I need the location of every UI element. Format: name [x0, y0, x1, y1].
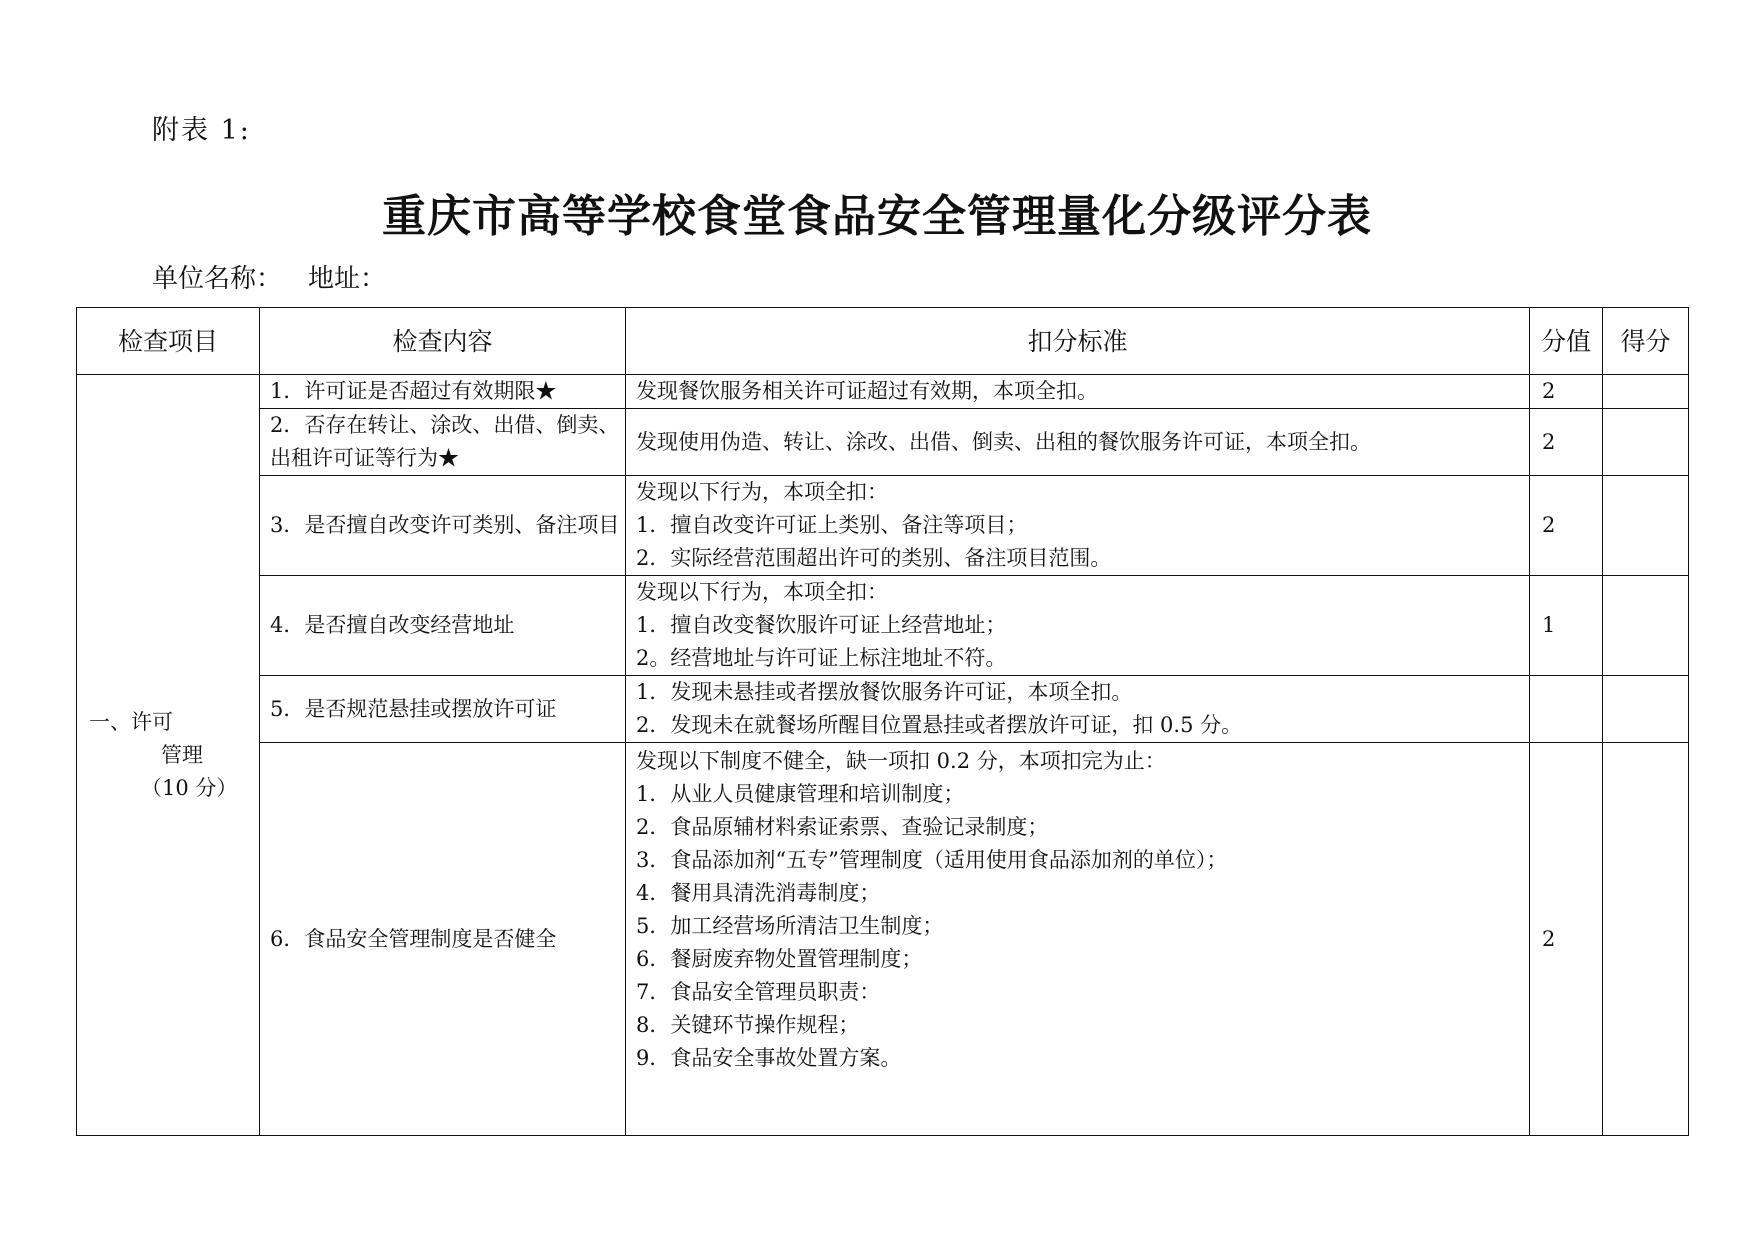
criteria-line: 1．从业人员健康管理和培训制度；	[636, 782, 965, 806]
score-obtained-cell[interactable]	[1603, 576, 1689, 676]
table-row	[77, 375, 1689, 409]
criteria-cell	[626, 375, 1530, 409]
category-line3: （10 分）	[141, 775, 238, 800]
content-cell: 6．食品安全管理制度是否健全	[260, 743, 626, 1136]
scoring-table	[76, 307, 1689, 1136]
criteria-line: 发现以下行为，本项全扣：	[636, 480, 888, 504]
score-value-cell: 2	[1530, 409, 1603, 476]
score-obtained-cell[interactable]	[1603, 476, 1689, 576]
criteria-cell	[626, 576, 1530, 676]
criteria-line: 发现以下制度不健全，缺一项扣 0.2 分，本项扣完为止：	[636, 749, 1166, 773]
criteria-line: 2．食品原辅材料索证索票、查验记录制度；	[636, 815, 1049, 839]
criteria-line: 1．擅自改变餐饮服许可证上经营地址；	[636, 613, 1007, 637]
criteria-line: 5．加工经营场所清洁卫生制度；	[636, 914, 944, 938]
table-header-row	[77, 308, 1689, 375]
criteria-line: 8．关键环节操作规程；	[636, 1013, 860, 1037]
page-title: 重庆市高等学校食堂食品安全管理量化分级评分表	[382, 191, 1372, 242]
criteria-cell	[626, 676, 1530, 743]
category-line2: 管理	[161, 742, 203, 767]
header-score-value: 分值	[1530, 308, 1603, 375]
criteria-cell	[626, 743, 1530, 1136]
score-obtained-cell[interactable]	[1603, 409, 1689, 476]
criteria-line: 发现以下行为，本项全扣：	[636, 580, 888, 604]
content-cell: 1．许可证是否超过有效期限★	[260, 375, 626, 409]
criteria-cell	[626, 409, 1530, 476]
content-cell: 5．是否规范悬挂或摆放许可证	[260, 676, 626, 743]
score-value-cell: 1	[1530, 576, 1603, 676]
category-license-management	[77, 375, 260, 1136]
criteria-line: 6．餐厨废弃物处置管理制度；	[636, 947, 923, 971]
criteria-line: 2．实际经营范围超出许可的类别、备注项目范围。	[636, 546, 1112, 570]
criteria-line: 4．餐用具清洗消毒制度；	[636, 881, 881, 905]
table-row	[77, 576, 1689, 676]
criteria-line: 9．食品安全事故处置方案。	[636, 1046, 902, 1070]
content-cell: 2．否存在转让、涂改、出借、倒卖、出租许可证等行为★	[260, 409, 626, 476]
table-row	[77, 743, 1689, 1136]
unit-info-line	[152, 258, 412, 295]
criteria-line: 发现餐饮服务相关许可证超过有效期，本项全扣。	[636, 379, 1098, 403]
content-cell: 3．是否擅自改变许可类别、备注项目	[260, 476, 626, 576]
header-deduction-criteria: 扣分标准	[626, 308, 1530, 375]
address-label: 地址：	[308, 264, 387, 294]
score-value-cell	[1530, 676, 1603, 743]
score-obtained-cell[interactable]	[1603, 743, 1689, 1136]
content-cell: 4．是否擅自改变经营地址	[260, 576, 626, 676]
table-row	[77, 676, 1689, 743]
criteria-line: 1．擅自改变许可证上类别、备注等项目；	[636, 513, 1028, 537]
score-value-cell: 2	[1530, 375, 1603, 409]
criteria-line: 1．发现未悬挂或者摆放餐饮服务许可证，本项全扣。	[636, 680, 1133, 704]
table-row	[77, 476, 1689, 576]
criteria-line: 3．食品添加剂“五专”管理制度（适用使用食品添加剂的单位）；	[636, 848, 1228, 872]
unit-name-label: 单位名称：	[152, 264, 283, 294]
header-score-obtained: 得分	[1603, 308, 1689, 375]
criteria-cell	[626, 476, 1530, 576]
criteria-line: 7．食品安全管理员职责：	[636, 980, 881, 1004]
score-value-cell: 2	[1530, 743, 1603, 1136]
annex-label: 附表 1:	[152, 115, 251, 146]
table-row	[77, 409, 1689, 476]
category-line1: 一、许可	[89, 709, 173, 734]
score-value-cell: 2	[1530, 476, 1603, 576]
score-obtained-cell[interactable]	[1603, 676, 1689, 743]
criteria-line: 2．发现未在就餐场所醒目位置悬挂或者摆放许可证，扣 0.5 分。	[636, 713, 1243, 737]
criteria-line: 发现使用伪造、转让、涂改、出借、倒卖、出租的餐饮服务许可证，本项全扣。	[636, 429, 1371, 454]
header-inspection-content: 检查内容	[260, 308, 626, 375]
header-inspection-item: 检查项目	[77, 308, 260, 375]
criteria-line: 2。经营地址与许可证上标注地址不符。	[636, 646, 1007, 670]
score-obtained-cell[interactable]	[1603, 375, 1689, 409]
